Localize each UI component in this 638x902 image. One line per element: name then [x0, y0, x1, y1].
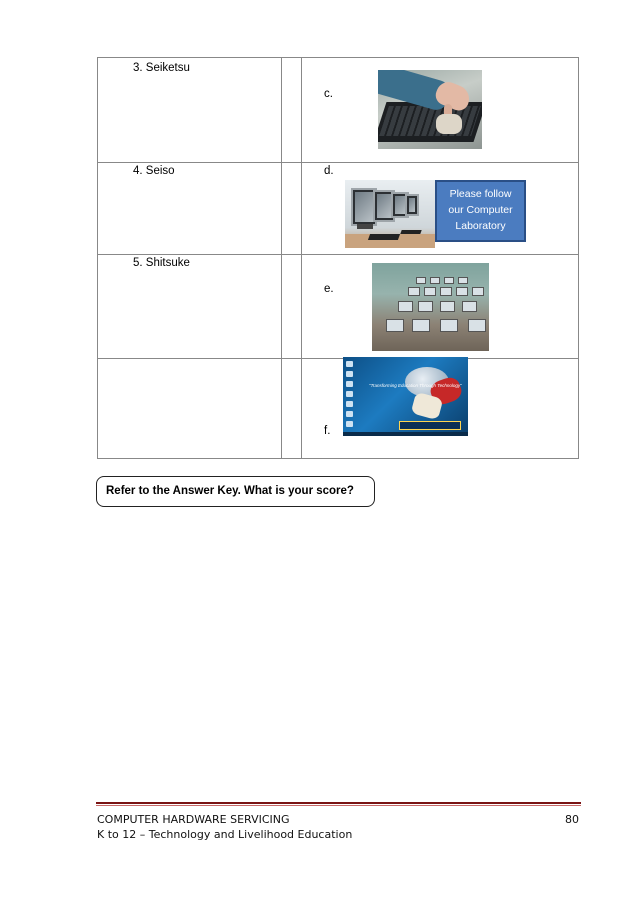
- row-divider: [98, 358, 578, 359]
- footer-title: COMPUTER HARDWARE SERVICING: [97, 813, 290, 826]
- answer-key-callout: Refer to the Answer Key. What is your score?: [96, 476, 375, 507]
- row-divider: [98, 162, 578, 163]
- item-shitsuke: 5. Shitsuke: [133, 257, 190, 269]
- desktop-slogan: "Transforming Education Through Technology": [369, 383, 462, 388]
- footer-rule: [96, 802, 581, 804]
- item-seiso: 4. Seiso: [133, 165, 175, 177]
- column-divider: [281, 58, 282, 458]
- notice-line: Laboratory: [455, 220, 506, 232]
- footer-subtitle: K to 12 – Technology and Livelihood Education: [97, 828, 353, 841]
- keyboard-cleaning-photo: [378, 70, 482, 149]
- choice-letter-f: f.: [324, 425, 331, 437]
- notice-line: Please follow: [449, 188, 512, 200]
- computer-laboratory-photo: [372, 263, 489, 351]
- item-seiketsu: 3. Seiketsu: [133, 62, 190, 74]
- computer-monitors-photo: [345, 180, 435, 248]
- footer-rule-thin: [96, 805, 581, 806]
- choice-letter-e: e.: [324, 283, 334, 295]
- lab-rules-notice: [435, 180, 526, 242]
- choice-letter-c: c.: [324, 88, 333, 100]
- column-divider: [301, 58, 302, 458]
- row-divider: [98, 254, 578, 255]
- page-number: 80: [565, 813, 579, 826]
- choice-letter-d: d.: [324, 165, 334, 177]
- desktop-screen-photo: [343, 357, 468, 436]
- notice-line: our Computer: [448, 204, 513, 216]
